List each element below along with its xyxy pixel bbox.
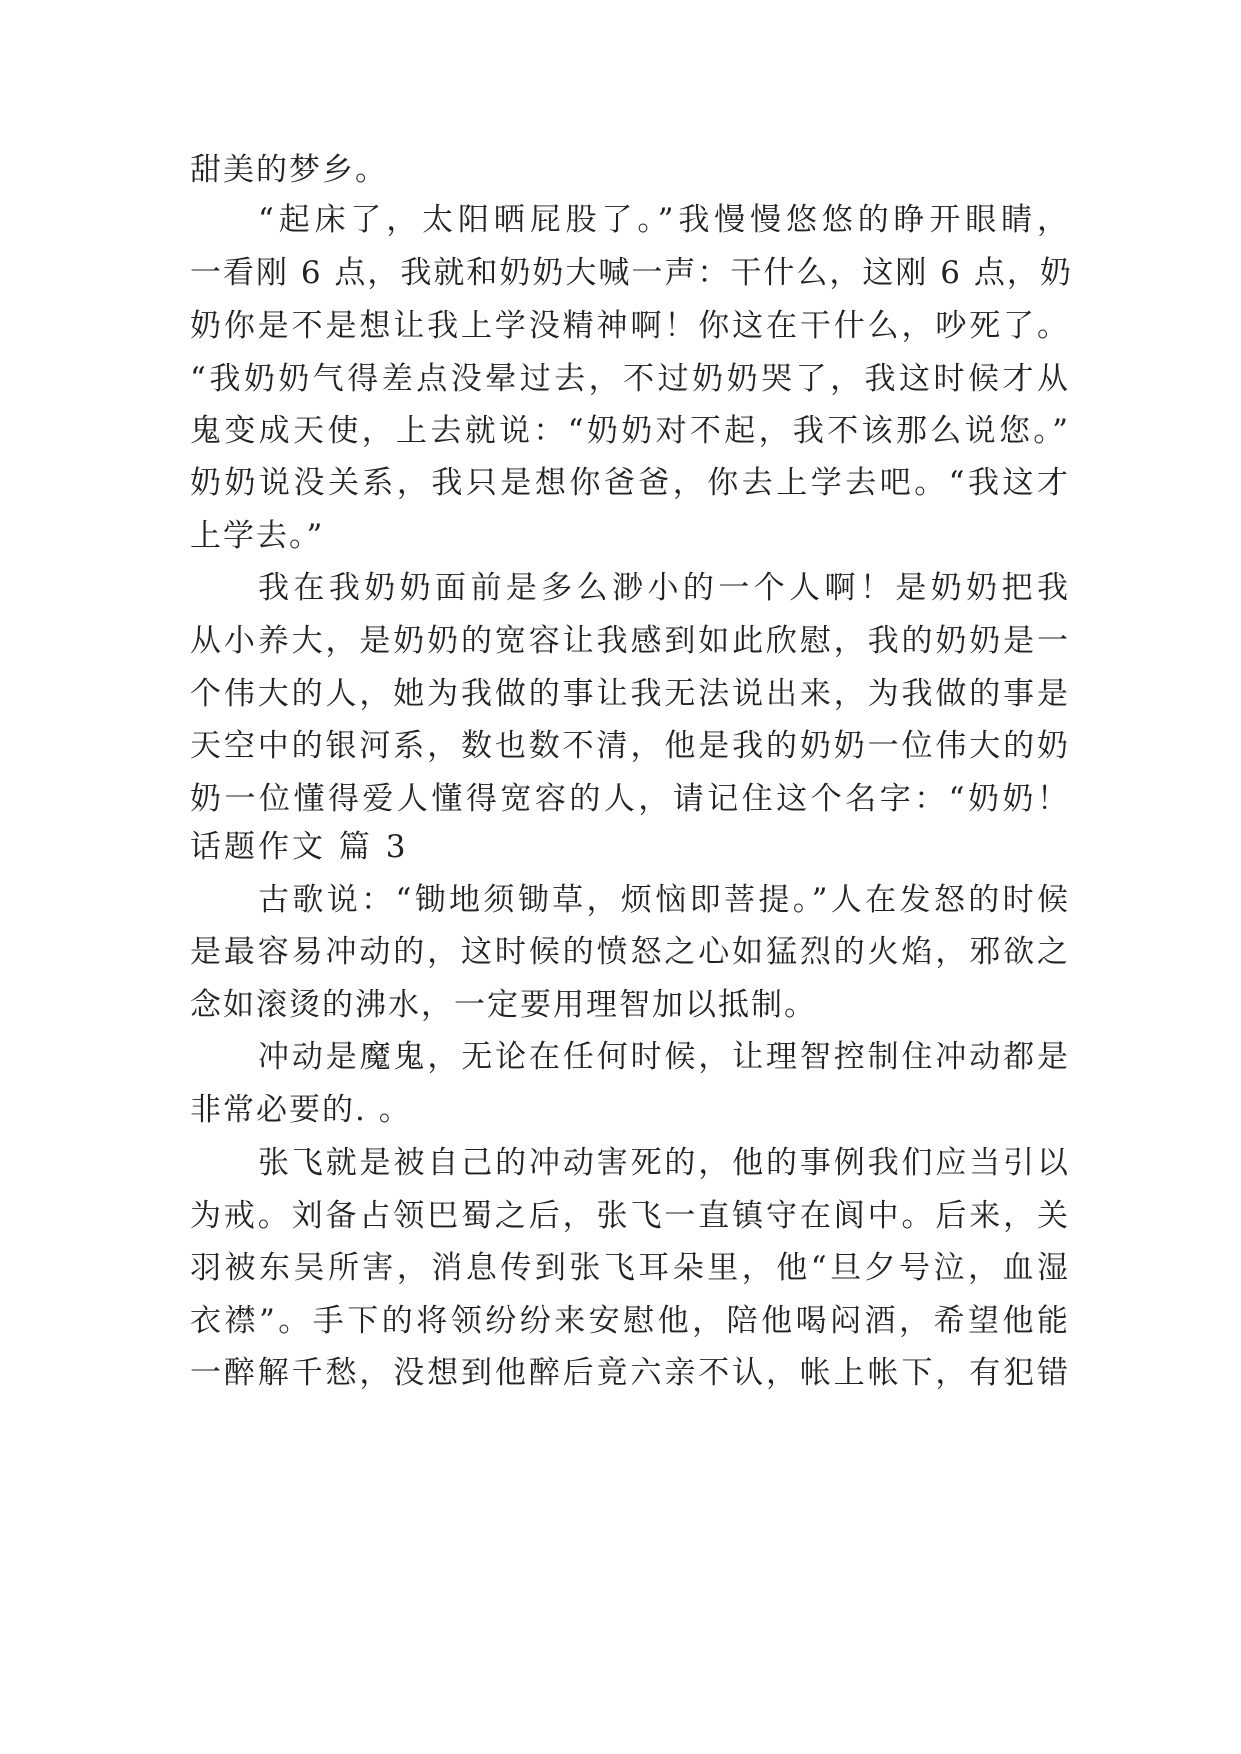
text-line: 奶奶说没关系，我只是想你爸爸，你去上学去吧。“我这才	[190, 465, 1070, 501]
text-line: 奶你是不是想让我上学没精神啊！你这在干什么，吵死了。	[190, 308, 1070, 344]
text-line: 鬼变成天使，上去就说：“奶奶对不起，我不该那么说您。”	[190, 413, 1070, 449]
text-line: 非常必要的. 。	[190, 1092, 412, 1128]
section-heading: 话题作文 篇 3	[190, 829, 409, 865]
text-line: 天空中的银河系，数也数不清，他是我的奶奶一位伟大的奶	[190, 728, 1070, 764]
text-line: 奶一位懂得爱人懂得宽容的人，请记住这个名字：“奶奶！	[190, 781, 1070, 817]
text-line: “我奶奶气得差点没晕过去，不过奶奶哭了，我这时候才从	[190, 361, 1070, 397]
text-line: 念如滚烫的沸水，一定要用理智加以抵制。	[190, 987, 817, 1023]
text-line: 一看刚 6 点，我就和奶奶大喊一声：干什么，这刚 6 点，奶	[190, 255, 1073, 291]
text-line: 是最容易冲动的，这时候的愤怒之心如猛烈的火焰，邪欲之	[190, 934, 1070, 970]
paragraph-start-line: 我在我奶奶面前是多么渺小的一个人啊！是奶奶把我	[258, 570, 1070, 606]
text-line: 从小养大，是奶奶的宽容让我感到如此欣慰，我的奶奶是一	[190, 623, 1070, 659]
text-line: 甜美的梦乡。	[190, 152, 388, 188]
text-line: 衣襟”。手下的将领纷纷来安慰他，陪他喝闷酒，希望他能	[190, 1303, 1070, 1339]
text-line: 羽被东吴所害，消息传到张飞耳朵里，他“旦夕号泣，血湿	[190, 1250, 1070, 1286]
text-line: 为戒。刘备占领巴蜀之后，张飞一直镇守在阆中。后来，关	[190, 1198, 1070, 1234]
paragraph-start-line: 冲动是魔鬼，无论在任何时候，让理智控制住冲动都是	[258, 1039, 1070, 1075]
text-line: 上学去。”	[190, 518, 325, 554]
paragraph-start-line: 古歌说：“锄地须锄草，烦恼即菩提。”人在发怒的时候	[258, 882, 1070, 918]
paragraph-start-line: 张飞就是被自己的冲动害死的，他的事例我们应当引以	[258, 1145, 1070, 1181]
paragraph-start-line: “起床了，太阳晒屁股了。”我慢慢悠悠的睁开眼睛，	[258, 202, 1070, 238]
text-line: 一醉解千愁，没想到他醉后竟六亲不认，帐上帐下，有犯错	[190, 1355, 1070, 1391]
text-line: 个伟大的人，她为我做的事让我无法说出来，为我做的事是	[190, 676, 1070, 712]
